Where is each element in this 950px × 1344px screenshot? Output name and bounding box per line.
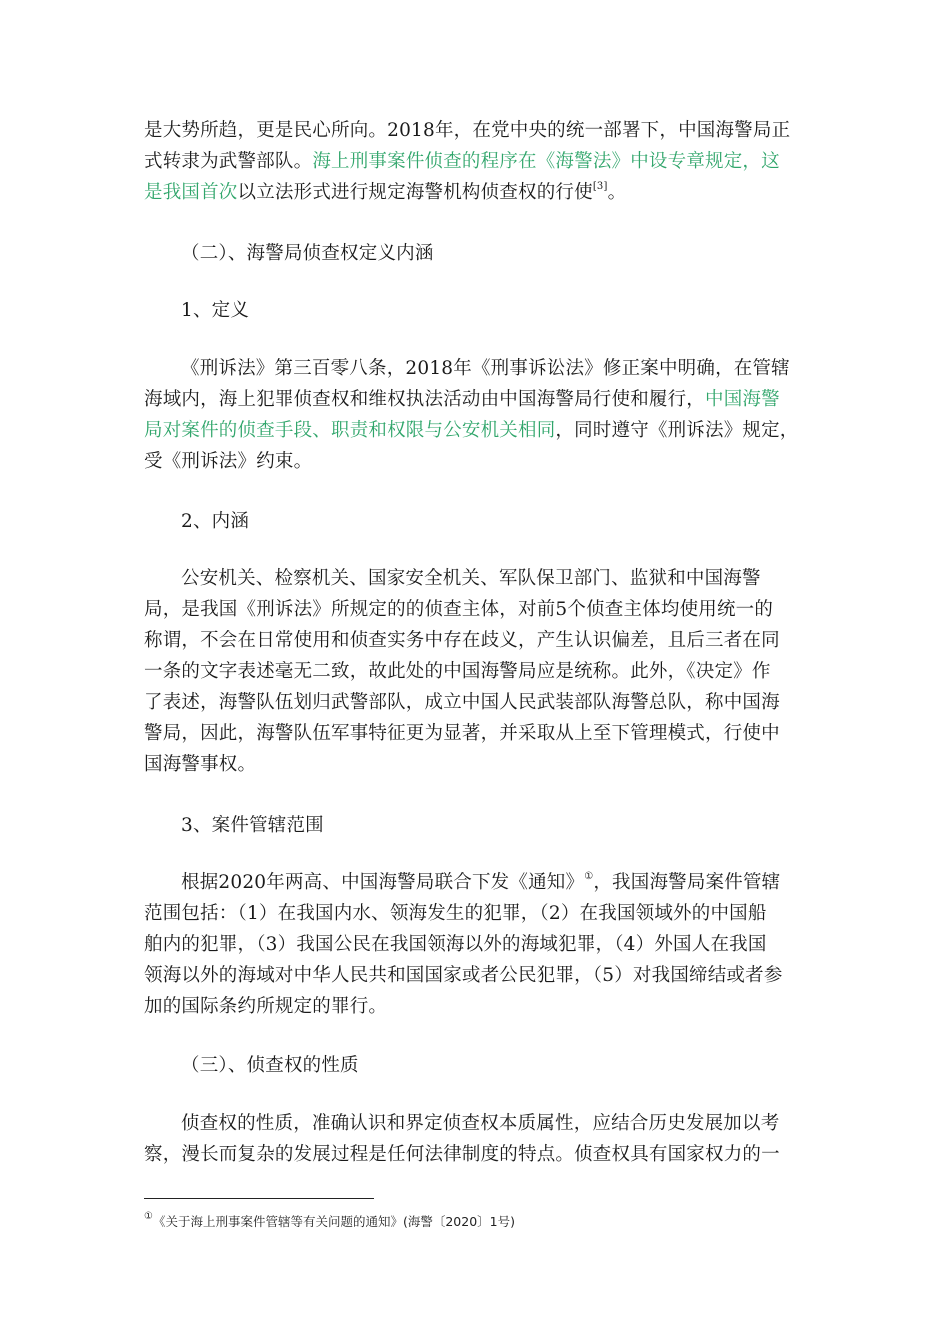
paragraph-nature: [144, 1108, 812, 1170]
paragraph-definition: [144, 353, 812, 477]
text-line: 加的国际条约所规定的罪行。: [144, 996, 388, 1017]
text-line: 局对案件的侦查手段、职责和权限与公安机关相同，同时遵守《刑诉法》规定，: [144, 420, 799, 441]
text-line: 称谓，不会在日常使用和侦查实务中存在歧义，产生认识偏差，且后三者在同: [144, 630, 780, 651]
text-line: 根据2020年两高、中国海警局联合下发《通知》①，我国海警局案件管辖: [181, 870, 781, 893]
highlighted-text: 中国海警: [705, 389, 780, 410]
text-line: 领海以外的海域对中华人民共和国国家或者公民犯罪，（5）对我国缔结或者参: [144, 965, 783, 986]
highlighted-text: 局对案件的侦查手段、职责和权限与公安机关相同: [144, 420, 556, 441]
paragraph-scope: [144, 867, 812, 1022]
text-line: 察，漫长而复杂的发展过程是任何法律制度的特点。侦查权具有国家权力的一: [144, 1144, 780, 1165]
text-line: 《刑诉法》第三百零八条，2018年《刑事诉讼法》修正案中明确，在管辖: [181, 358, 790, 379]
subsection-heading-scope: 3、案件管辖范围: [181, 815, 324, 836]
text-line: 式转隶为武警部队。海上刑事案件侦查的程序在《海警法》中设专章规定，这: [144, 151, 780, 172]
subsection-heading-definition: 1、定义: [181, 300, 250, 321]
text-line: 公安机关、检察机关、国家安全机关、军队保卫部门、监狱和中国海警: [181, 568, 761, 589]
text-line: 是我国首次以立法形式进行规定海警机构侦查权的行使[3]。: [144, 180, 627, 203]
footnote-text: 《关于海上刑事案件管辖等有关问题的通知》(海警〔2020〕1号): [152, 1214, 515, 1229]
text-line: 了表述，海警队伍划归武警部队，成立中国人民武装部队海警总队，称中国海: [144, 692, 780, 713]
highlighted-text: 是我国首次: [144, 182, 238, 203]
text-line: 警局，因此，海警队伍军事特征更为显著，并采取从上至下管理模式，行使中: [144, 723, 780, 744]
subsection-heading-connotation: 2、内涵: [181, 511, 250, 532]
text-line: 国海警事权。: [144, 754, 257, 775]
text-line: 是大势所趋，更是民心所向。2018年，在党中央的统一部署下，中国海警局正: [144, 120, 791, 141]
footnote-mark: ①: [144, 1210, 153, 1222]
text-line: 受《刑诉法》约束。: [144, 451, 313, 472]
highlighted-text: 海上刑事案件侦查的程序在《海警法》中设专章规定，这: [312, 151, 780, 172]
text-line: 海域内，海上犯罪侦查权和维权执法活动由中国海警局行使和履行，中国海警: [144, 389, 780, 410]
footnote-separator: [144, 1198, 374, 1199]
citation-ref: [3]: [592, 180, 608, 192]
paragraph-connotation: [144, 563, 812, 780]
paragraph-history: [144, 115, 812, 208]
text-line: 一条的文字表述毫无二致，故此处的中国海警局应是统称。此外，《决定》作: [144, 661, 771, 682]
section-heading: （三）、侦查权的性质: [181, 1055, 359, 1076]
section-heading: （二）、海警局侦查权定义内涵: [181, 243, 434, 264]
footnote-ref[interactable]: ①: [584, 870, 594, 882]
text-line: 范围包括：（1）在我国内水、领海发生的犯罪，（2）在我国领域外的中国船: [144, 903, 767, 924]
text-line: 舶内的犯罪，（3）我国公民在我国领海以外的海域犯罪，（4）外国人在我国: [144, 934, 767, 955]
text-line: 侦查权的性质，准确认识和界定侦查权本质属性，应结合历史发展加以考: [181, 1113, 780, 1134]
footnote: [144, 1212, 515, 1230]
text-line: 局，是我国《刑诉法》所规定的的侦查主体，对前5个侦查主体均使用统一的: [144, 599, 774, 620]
